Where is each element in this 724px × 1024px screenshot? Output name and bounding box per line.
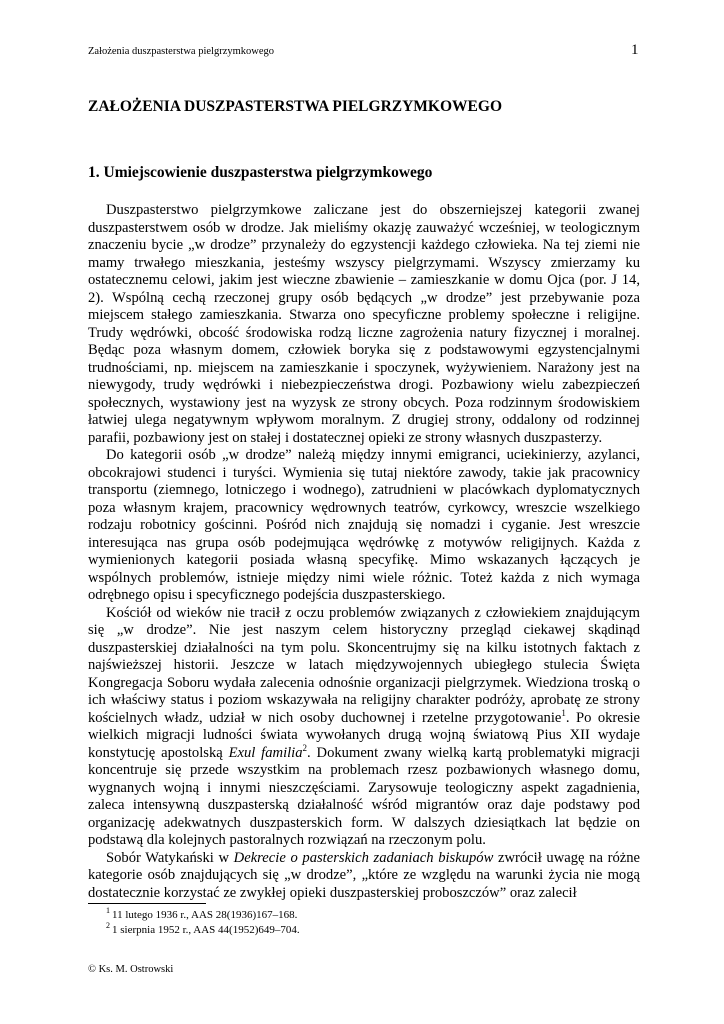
page-number: 1: [631, 42, 639, 58]
paragraph-3-italic-title: Exul familia: [228, 744, 303, 761]
document-title: ZAŁOŻENIA DUSZPASTERSTWA PIELGRZYMKOWEGO: [88, 98, 502, 115]
footnote-2: [106, 923, 300, 938]
paragraph-4-text-a: Sobór Watykański w: [106, 849, 234, 866]
paragraph-3-text-b: . Po okresie wielkich migracji ludności świata wywołanych drugą wojną światową Pius XII wydaje konstytucję apostolską: [88, 709, 640, 761]
paragraph-4-italic-title: Dekrecie o pasterskich zadaniach biskupów: [233, 849, 494, 866]
running-header: Założenia duszpasterstwa pielgrzymkowego: [88, 46, 275, 57]
footnote-divider: [88, 903, 206, 904]
paragraph-4-text-b: zwrócił uwagę na różne kategorie osób znajdujących się „w drodze”, „które ze względu na warunki życia nie mogą dostatecznie korzystać ze zwykłej opieki duszpasterskiej proboszczów” oraz zalecił: [88, 849, 641, 901]
paragraph-3-text-c: . Dokument zwany wielką kartą problematyki migracji koncentruje się przede wszystkim na problemach rzesz pozbawionych własnego domu, wygnanych wojną i innymi nieszczęściami. Zarysowuje teologiczny aspekt zagadnienia, zaleca intensywną duszpasterską działalność wśród migrantów oraz daje podstawy pod organizację adekwatnych duszpasterskich form. W dalszych dziesiątkach lat będzie on podstawą dla kolejnych pastoralnych rozwiązań na rzeczonym polu.: [88, 744, 640, 848]
paragraph-3: [88, 605, 640, 850]
footnote-1-mark: 1: [106, 906, 110, 916]
footnote-ref-1: 1: [561, 707, 566, 718]
footnote-1-text: 11 lutego 1936 r., AAS 28(1936)167–168.: [112, 909, 298, 921]
footnote-1: [106, 908, 300, 923]
paragraph-4: [88, 850, 640, 903]
footnote-2-text: 1 sierpnia 1952 r., AAS 44(1952)649–704.: [112, 924, 300, 936]
body-text: [88, 202, 640, 902]
footnote-2-mark: 2: [106, 921, 110, 931]
paragraph-3-text-a: Kościół od wieków nie tracił z oczu problemów związanych z człowiekiem znajdującym się „w drodze”. Nie jest naszym celem historyczny przegląd ciekawej skądinąd duszpasterskiej działalności na tym polu. Skoncentrujmy się na kilku istotnych faktach z najświeższej historii. Jeszcze w latach międzywojennych ubiegłego stulecia Święta Kongregacja Soboru wydała zalecenia odnośnie organizacji pielgrzymek. Wiedziona troską o ich właściwy status i poziom wskazywała na religijny charakter podróży, aprobatę ze strony kościelnych władz, udział w nich osoby duchownej i rzetelne przygotowanie: [88, 604, 640, 726]
footnotes: [106, 908, 300, 938]
footnote-ref-2: 2: [302, 742, 308, 753]
paragraph-2: Do kategorii osób „w drodze” należą między innymi emigranci, uciekinierzy, azylanci, obcokrajowi studenci i turyści. Wymienia się tutaj niektóre zawody, takie jak pracownicy transportu (ziemnego, lotniczego i wodnego), zatrudnieni w placówkach dyplomatycznych poza własnym krajem, pracownicy wędrownych teatrów, cyrkowcy, wreszcie wszelkiego rodzaju robotnicy gościnni. Pośród nich znajdują się nomadzi i cyganie. Jest wreszcie interesująca nas grupa osób podejmująca wędrówkę z motywów religijnych. Każda z wymienionych kategorii posiada własną specyfikę. Mimo wskazanych łączących je wspólnych problemów, istnieje między nimi wiele różnic. Toteż każda z nich wymaga odrębnego opisu i specyficznego podejścia duszpasterskiego.: [88, 447, 640, 603]
paragraph-1: Duszpasterstwo pielgrzymkowe zaliczane jest do obszerniejszej kategorii zwanej duszpasterstwem osób w drodze. Jak mieliśmy okazję zauważyć wcześniej, w teologicznym znaczeniu bycie „w drodze” przynależy do egzystencji każdego człowieka. Na tej ziemi nie mamy trwałego mieszkania, jesteśmy wszyscy pielgrzymami. Wszyscy zmierzamy ku ostatecznemu celowi, jakim jest wieczne zbawienie – zamieszkanie w domu Ojca (por. J 14, 2). Wspólną cechą rzeczonej grupy osób będących „w drodze” jest przebywanie poza miejscem stałego zamieszkania. Stwarza ono specyficzne problemy społeczne i religijne. Trudy wędrówki, obcość środowiska rodzą liczne zagrożenia natury fizycznej i moralnej. Będąc poza własnym domem, człowiek boryka się z podstawowymi egzystencjalnymi trudnościami, np. miejscem na zamieszkanie i spoczynek, wyżywieniem. Narażony jest na niewygody, trudy wędrówki i niebezpieczeństwa drogi. Pozbawiony wielu zabezpieczeń społecznych, wystawiony jest na wyzysk ze strony obcych. Poza rodzinnym środowiskiem łatwiej ulega negatywnym wpływom moralnym. Z drugiej strony, oddalony od rodzinnej parafii, pozbawiony jest on stałej i dostatecznej opieki ze strony własnych duszpasterzy.: [88, 202, 640, 446]
page-footer: © Ks. M. Ostrowski: [88, 964, 174, 975]
section-heading: 1. Umiejscowienie duszpasterstwa pielgrzymkowego: [88, 164, 433, 181]
